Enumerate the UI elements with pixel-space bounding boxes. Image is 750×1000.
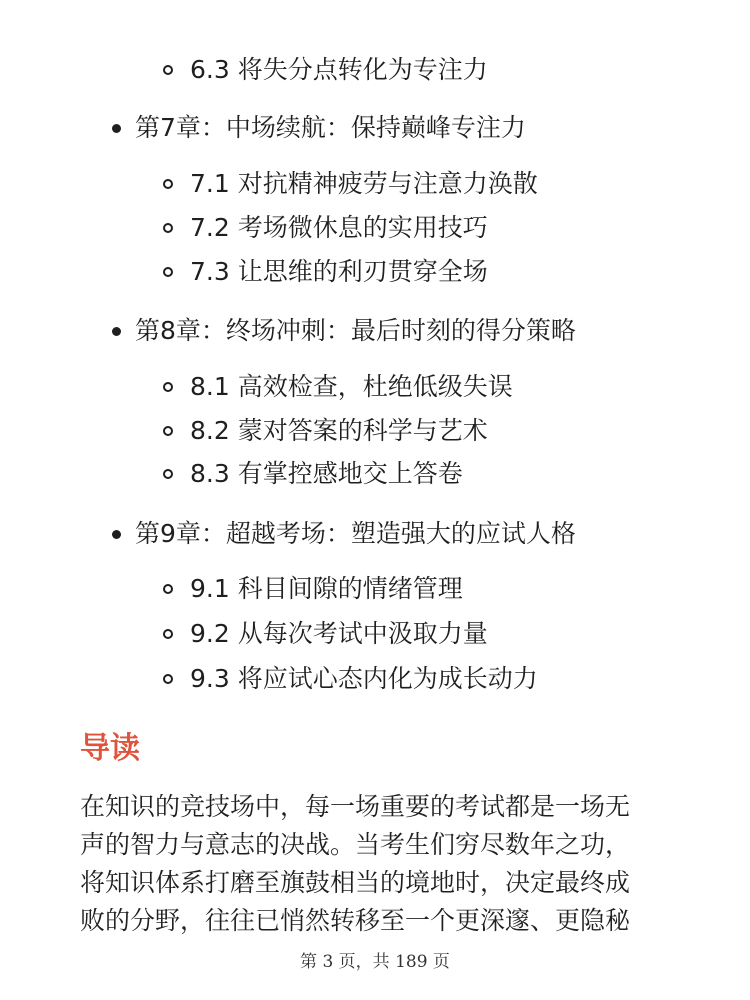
circle-bullet-icon bbox=[163, 584, 173, 594]
circle-bullet-icon bbox=[163, 629, 173, 639]
toc-section-8-2: 8.2 蒙对答案的科学与艺术 bbox=[190, 416, 488, 445]
circle-bullet-icon bbox=[163, 65, 173, 75]
toc-section-9-1: 9.1 科目间隙的情绪管理 bbox=[190, 574, 463, 603]
toc-section-8-1: 8.1 高效检查，杜绝低级失误 bbox=[190, 372, 513, 401]
intro-line: 将知识体系打磨至旗鼓相当的境地时，决定最终成 bbox=[80, 868, 631, 897]
toc-section-9-3: 9.3 将应试心态内化为成长动力 bbox=[190, 664, 538, 693]
circle-bullet-icon bbox=[163, 179, 173, 189]
toc-section-7-2: 7.2 考场微休息的实用技巧 bbox=[190, 213, 488, 242]
toc-section-8-3: 8.3 有掌控感地交上答卷 bbox=[190, 459, 463, 488]
intro-line: 败的分野，往往已悄然转移至一个更深邃、更隐秘 bbox=[80, 906, 631, 935]
circle-bullet-icon bbox=[163, 382, 173, 392]
circle-bullet-icon bbox=[163, 426, 173, 436]
circle-bullet-icon bbox=[163, 469, 173, 479]
intro-line: 声的智力与意志的决战。当考生们穷尽数年之功， bbox=[80, 830, 631, 859]
intro-heading: 导读 bbox=[80, 731, 140, 766]
toc-section-9-2: 9.2 从每次考试中汲取力量 bbox=[190, 619, 488, 648]
toc-chapter-8: 第8章：终场冲刺：最后时刻的得分策略 bbox=[135, 316, 576, 345]
disc-bullet-icon bbox=[112, 530, 121, 539]
intro-paragraph bbox=[80, 788, 670, 940]
circle-bullet-icon bbox=[163, 267, 173, 277]
circle-bullet-icon bbox=[163, 223, 173, 233]
toc-chapter-7: 第7章：中场续航：保持巅峰专注力 bbox=[135, 113, 526, 142]
disc-bullet-icon bbox=[112, 124, 121, 133]
disc-bullet-icon bbox=[112, 327, 121, 336]
toc-chapter-9: 第9章：超越考场：塑造强大的应试人格 bbox=[135, 519, 576, 548]
toc-section-6-3: 6.3 将失分点转化为专注力 bbox=[190, 55, 488, 84]
toc-section-7-1: 7.1 对抗精神疲劳与注意力涣散 bbox=[190, 169, 538, 198]
circle-bullet-icon bbox=[163, 674, 173, 684]
page-number: 第 3 页，共 189 页 bbox=[300, 952, 450, 972]
toc-section-7-3: 7.3 让思维的利刃贯穿全场 bbox=[190, 257, 488, 286]
intro-line: 在知识的竞技场中，每一场重要的考试都是一场无 bbox=[80, 792, 631, 821]
